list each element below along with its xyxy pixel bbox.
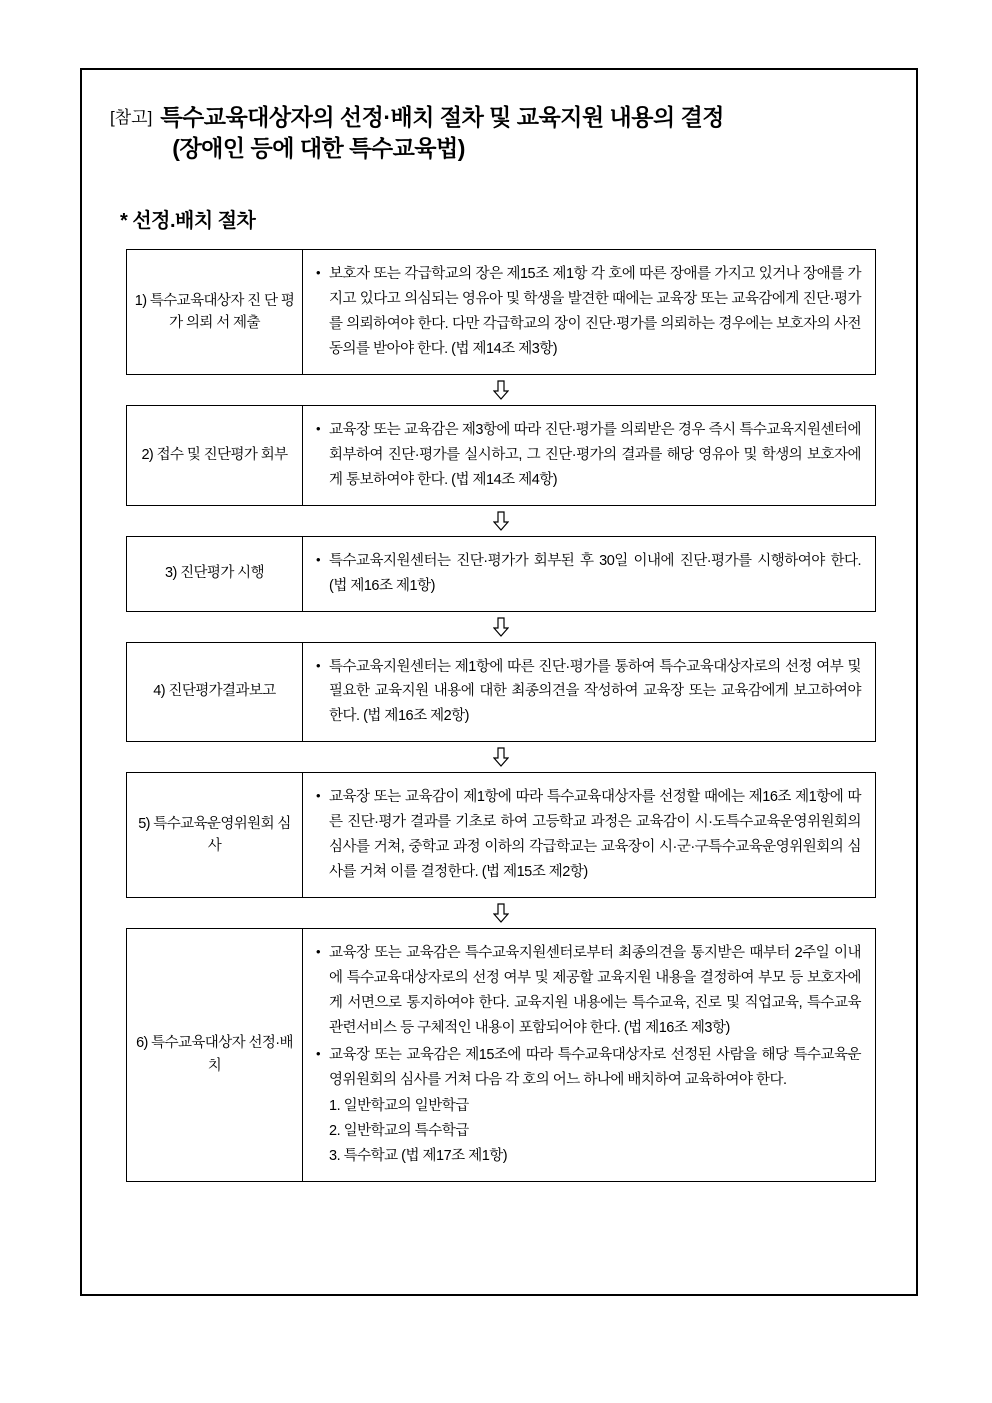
flow-step-2 bbox=[126, 405, 876, 506]
flow-step-6-body bbox=[303, 929, 875, 1180]
bullet-text: 교육장 또는 교육감은 제3항에 따라 진단·평가를 의뢰받은 경우 즉시 특수교육지원센터에 회부하여 진단·평가를 실시하고, 그 진단·평가의 결과를 해당 영유아 및 학생의 보호자에게 통보하여야 한다. (법 제14조 제4항) bbox=[329, 421, 861, 488]
bullet-item bbox=[316, 418, 861, 493]
flow-step-5-label: 5) 특수교육운영위원회 심사 bbox=[127, 773, 303, 897]
flow-step-1-label: 1) 특수교육대상자 진 단 평 가 의뢰 서 제출 bbox=[127, 250, 303, 374]
flow-step-4-body bbox=[303, 643, 875, 742]
flow-step-3 bbox=[126, 536, 876, 612]
bullet-dot-icon: • bbox=[316, 657, 321, 673]
flow-step-5-body bbox=[303, 773, 875, 897]
list-item: 1. 일반학교의 일반학급 bbox=[329, 1097, 469, 1114]
bullet-item bbox=[316, 655, 861, 730]
title-reference-tag: [참고] bbox=[110, 108, 153, 127]
bullet-dot-icon: • bbox=[316, 788, 321, 804]
arrow-down-icon bbox=[493, 617, 509, 637]
flow-step-3-label: 3) 진단평가 시행 bbox=[127, 537, 303, 611]
bullet-dot-icon: • bbox=[316, 551, 321, 567]
bullet-text: 교육장 또는 교육감이 제1항에 따라 특수교육대상자를 선정할 때에는 제16조 제1항에 따른 진단·평가 결과를 기초로 하여 고등학교 과정은 교육감이 시·도특수교육운영위원회의 심사를 거쳐, 중학교 과정 이하의 각급학교는 교육장이 시·군·구특수교육운영위원회의 심사를 거쳐 이를 결정한다. (법 제15조 제2항) bbox=[329, 789, 861, 881]
list-item: 2. 일반학교의 특수학급 bbox=[329, 1122, 469, 1139]
bullet-text: 교육장 또는 교육감은 특수교육지원센터로부터 최종의견을 통지받은 때부터 2주일 이내에 특수교육대상자로의 선정 여부 및 제공할 교육지원 내용을 결정하여 부모 등 보호자에게 서면으로 통지하여야 한다. 교육지원 내용에는 특수교육, 진로 및 직업교육, 특수교육 관련서비스 등 구체적인 내용이 포함되어야 한다. (법 제16조 제3항) bbox=[329, 945, 861, 1036]
bullet-item bbox=[316, 785, 861, 885]
procedure-flow bbox=[126, 249, 876, 1181]
flow-step-4-label: 4) 진단평가결과보고 bbox=[127, 643, 303, 742]
flow-step-4 bbox=[126, 642, 876, 743]
document-page bbox=[80, 68, 918, 1296]
arrow-down-icon bbox=[493, 380, 509, 400]
flow-step-1 bbox=[126, 249, 876, 375]
flow-arrow-1 bbox=[126, 375, 876, 405]
bullet-item bbox=[316, 1043, 861, 1093]
list-item: 3. 특수학교 (법 제17조 제1항) bbox=[329, 1147, 508, 1164]
bullet-text: 특수교육지원센터는 진단·평가가 회부된 후 30일 이내에 진단·평가를 시행하여야 한다. (법 제16조 제1항) bbox=[329, 552, 861, 594]
flow-arrow-4 bbox=[126, 742, 876, 772]
flow-arrow-3 bbox=[126, 612, 876, 642]
arrow-down-icon bbox=[493, 747, 509, 767]
bullet-dot-icon: • bbox=[316, 420, 321, 436]
arrow-down-icon bbox=[493, 511, 509, 531]
flow-step-2-label: 2) 접수 및 진단평가 회부 bbox=[127, 406, 303, 505]
flow-arrow-2 bbox=[126, 506, 876, 536]
bullet-dot-icon: • bbox=[316, 1045, 321, 1061]
flow-arrow-5 bbox=[126, 898, 876, 928]
bullet-text: 보호자 또는 각급학교의 장은 제15조 제1항 각 호에 따른 장애를 가지고 있거나 장애를 가지고 있다고 의심되는 영유아 및 학생을 발견한 때에는 교육장 또는 교육감에게 진단·평가를 의뢰하여야 한다. 다만 각급학교의 장이 진단·평가를 의뢰하는 경우에는 보호자의 사전 동의를 받아야 한다. (법 제14조 제3항) bbox=[329, 266, 861, 357]
bullet-text: 교육장 또는 교육감은 제15조에 따라 특수교육대상자로 선정된 사람을 해당 특수교육운영위원회의 심사를 거쳐 다음 각 호의 어느 하나에 배치하여 교육하여야 한다. bbox=[329, 1046, 861, 1088]
bullet-dot-icon: • bbox=[316, 944, 321, 960]
page-title bbox=[108, 102, 890, 164]
bullet-item bbox=[316, 262, 861, 362]
flow-step-1-body bbox=[303, 250, 875, 374]
flow-step-2-body bbox=[303, 406, 875, 505]
flow-step-5 bbox=[126, 772, 876, 898]
bullet-item bbox=[316, 941, 861, 1041]
flow-step-6 bbox=[126, 928, 876, 1181]
bullet-text: 특수교육지원센터는 제1항에 따른 진단·평가를 통하여 특수교육대상자로의 선정 여부 및 필요한 교육지원 내용에 대한 최종의견을 작성하여 교육장 또는 교육감에게 보고하여야 한다. (법 제16조 제2항) bbox=[329, 658, 861, 725]
section-heading: * 선정.배치 절차 bbox=[120, 210, 256, 233]
title-main-text: 특수교육대상자의 선정·배치 절차 및 교육지원 내용의 결정 bbox=[160, 104, 725, 130]
flow-step-6-label: 6) 특수교육대상자 선정·배치 bbox=[127, 929, 303, 1180]
title-sub-text: (장애인 등에 대한 특수교육법) bbox=[172, 135, 465, 162]
placement-options-list bbox=[316, 1094, 861, 1169]
bullet-item bbox=[316, 549, 861, 599]
bullet-dot-icon: • bbox=[316, 265, 321, 281]
arrow-down-icon bbox=[493, 903, 509, 923]
flow-step-3-body bbox=[303, 537, 875, 611]
